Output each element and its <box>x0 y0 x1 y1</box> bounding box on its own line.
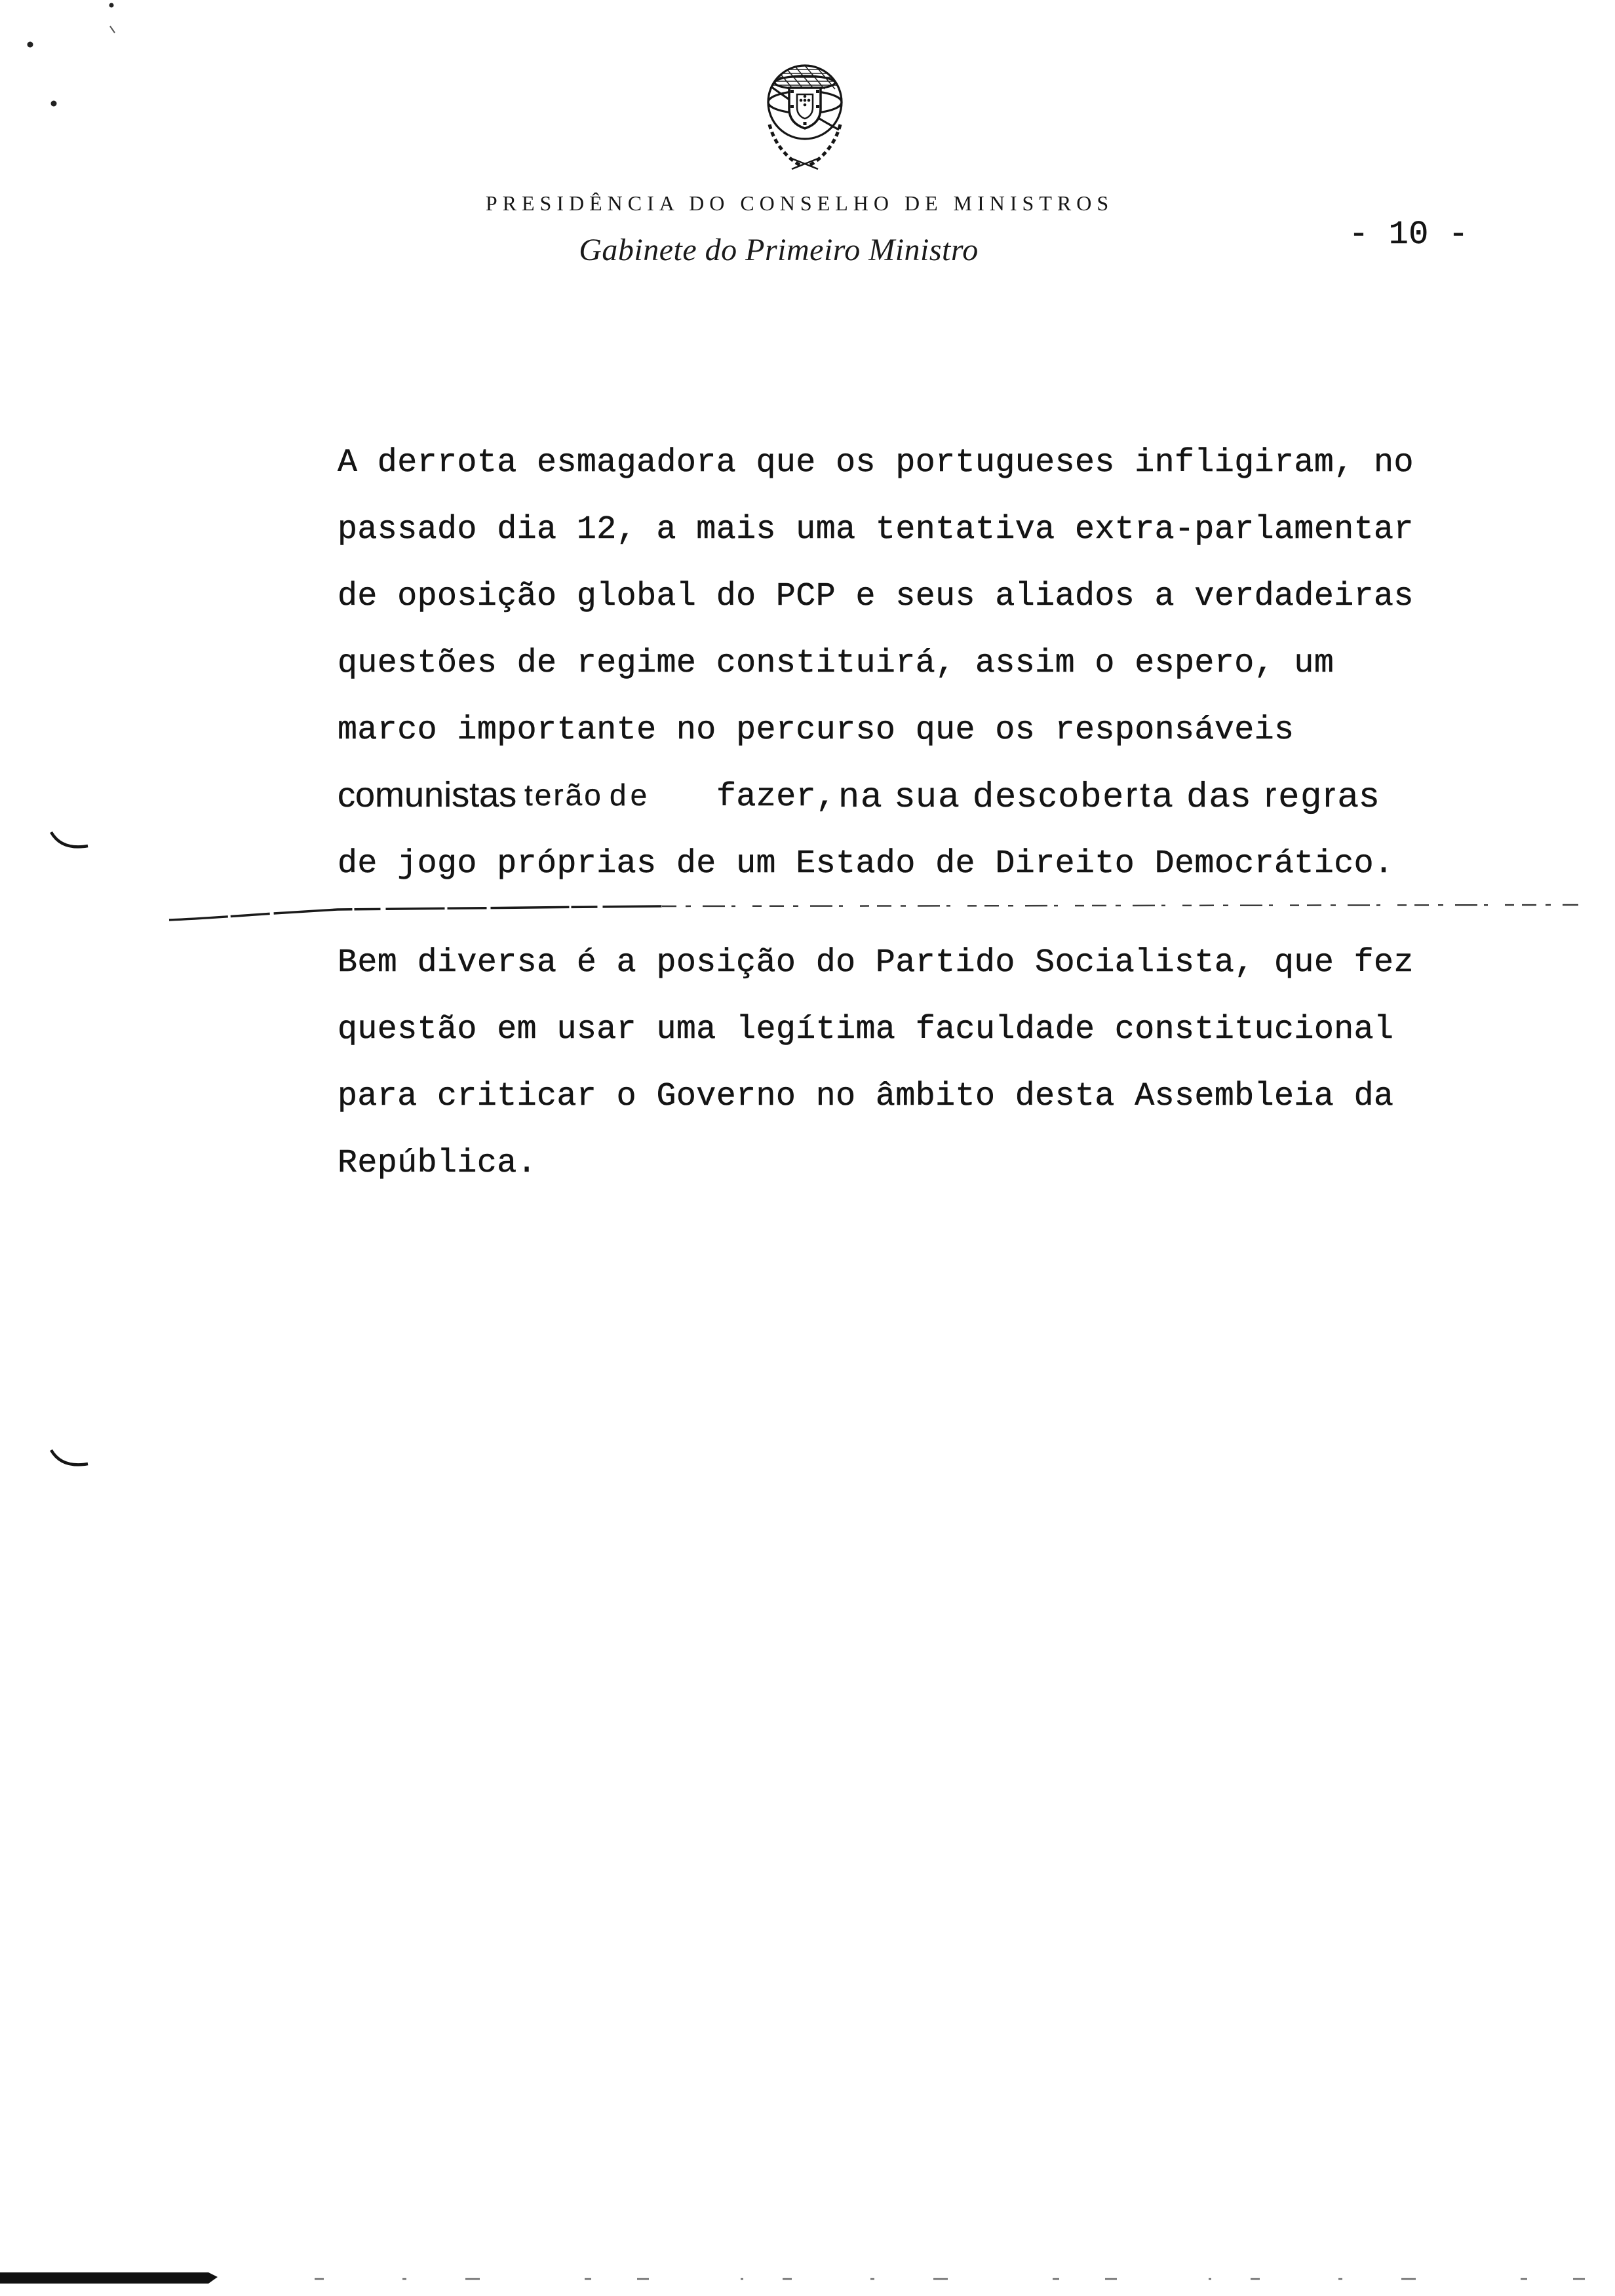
laurel-wreath <box>769 124 840 169</box>
office-name: Gabinete do Primeiro Ministro <box>579 233 979 267</box>
scan-speck <box>51 101 57 107</box>
text-line: A derrota esmagadora que os portugueses infligiram, no <box>338 444 1414 482</box>
text-line: República. <box>338 1145 537 1182</box>
organization-name: PRESIDÊNCIA DO CONSELHO DE MINISTROS <box>485 191 1114 215</box>
punch-hole-mark <box>51 1450 88 1464</box>
coat-of-arms-icon <box>747 52 863 177</box>
text-line: questão em usar uma legítima faculdade constitucional <box>338 1011 1394 1048</box>
inserted-text-segment: terão <box>524 778 603 812</box>
paragraph-1 <box>338 430 1465 898</box>
corrected-text-line <box>338 764 1465 831</box>
text-segment: na sua descoberta das regras <box>839 775 1381 814</box>
scan-speck <box>109 3 114 8</box>
inserted-text-segment: de <box>610 778 652 812</box>
scan-speck <box>110 26 115 33</box>
text-line: marco importante no percurso que os responsáveis <box>338 712 1294 749</box>
text-line: para criticar o Governo no âmbito desta Assembleia da <box>338 1078 1394 1115</box>
text-line: passado dia 12, a mais uma tentativa extra-parlamentar <box>338 511 1414 548</box>
scan-speck <box>28 42 33 48</box>
text-line: de oposição global do PCP e seus aliados a verdadeiras <box>338 578 1414 615</box>
paragraph-2 <box>338 930 1465 1197</box>
text-line: questões de regime constituirá, assim o espero, um <box>338 645 1334 682</box>
punch-hole-mark <box>51 832 88 847</box>
text-segment: fazer, <box>716 778 836 816</box>
hand-drawn-divider-line <box>662 905 1578 906</box>
text-line: de jogo próprias de um Estado de Direito Democrático. <box>338 845 1394 883</box>
sphere-hatching <box>760 66 849 89</box>
scan-edge-bar <box>0 2272 218 2284</box>
text-line: Bem diversa é a posição do Partido Socialista, que fez <box>338 944 1414 982</box>
text-segment: comunistas <box>338 775 517 814</box>
page-number: - 10 - <box>1349 216 1469 254</box>
